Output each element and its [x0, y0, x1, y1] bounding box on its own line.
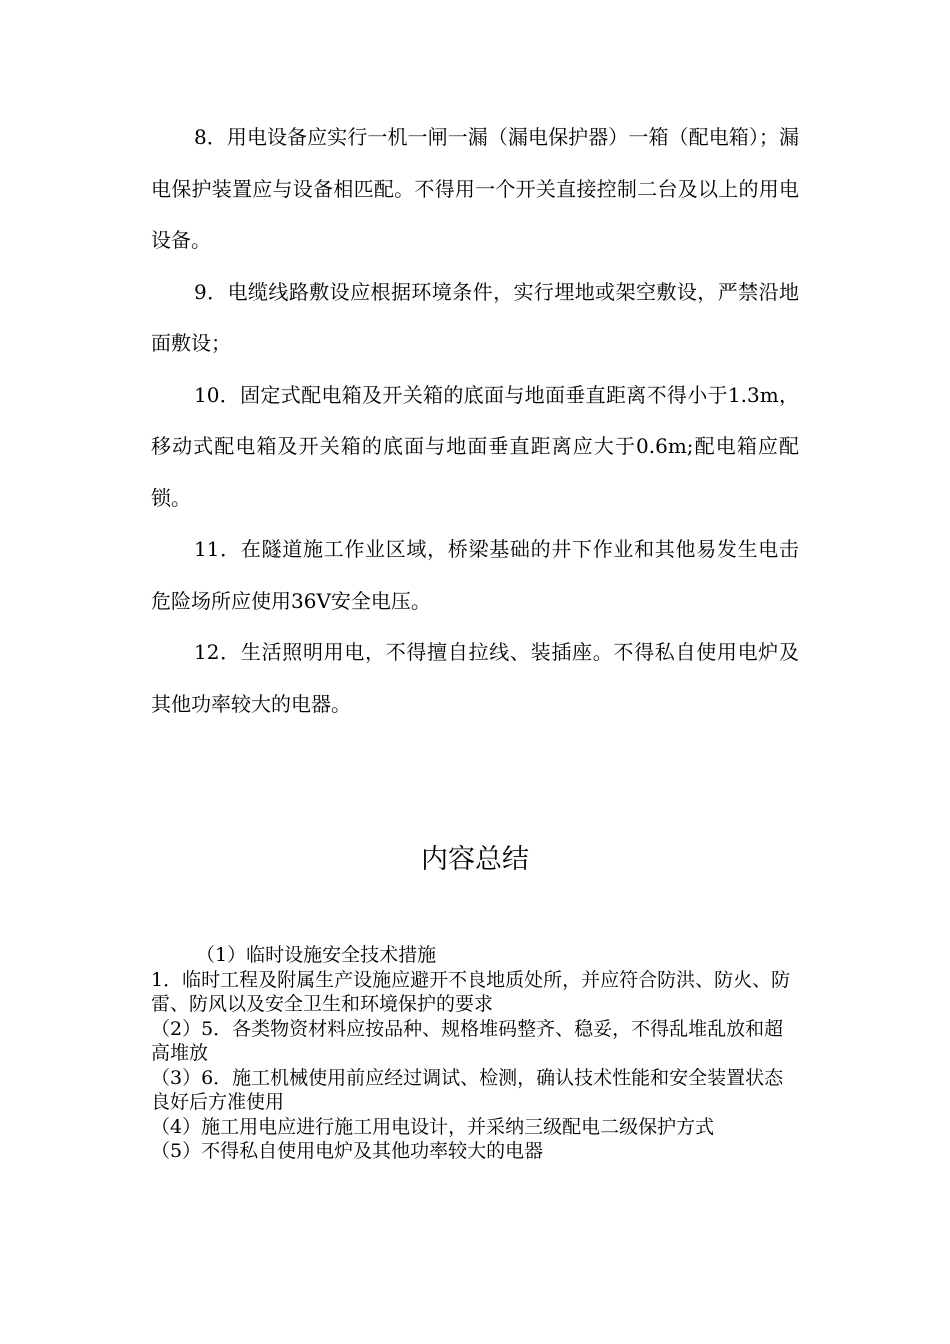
summary-line: （5）不得私自使用电炉及其他功率较大的电器 [151, 1140, 544, 1162]
paragraph-10: 10．固定式配电箱及开关箱的底面与地面垂直距离不得小于1.3m，移动式配电箱及开关箱的底面与地面垂直距离应大于0.6m;配电箱应配锁。 [151, 382, 799, 510]
body-text [151, 112, 799, 730]
summary-title: 内容总结 [421, 844, 529, 875]
paragraph-12: 12．生活照明用电，不得擅自拉线、装插座。不得私自使用电炉及其他功率较大的电器。 [151, 640, 799, 716]
summary-block [151, 943, 801, 1164]
summary-line: （3）6．施工机械使用前应经过调试、检测，确认技术性能和安全装置状态良好后方准使用 [151, 1066, 784, 1113]
summary-line: （4）施工用电应进行施工用电设计，并采纳三级配电二级保护方式 [151, 1115, 715, 1138]
paragraph-9: 9．电缆线路敷设应根据环境条件，实行埋地或架空敷设，严禁沿地面敷设； [151, 279, 799, 355]
summary-line: （2）5．各类物资材料应按品种、规格堆码整齐、稳妥，不得乱堆乱放和超高堆放 [151, 1017, 784, 1064]
summary-line: 1．临时工程及附属生产设施应避开不良地质处所，并应符合防洪、防火、防雷、防风以及安全卫生和环境保护的要求 [151, 968, 791, 1015]
summary-line: （1）临时设施安全技术措施 [196, 944, 437, 966]
paragraph-11: 11．在隧道施工作业区域，桥梁基础的井下作业和其他易发生电击危险场所应使用36V安全电压。 [151, 537, 799, 613]
paragraph-8: 8．用电设备应实行一机一闸一漏（漏电保护器）一箱（配电箱）；漏电保护装置应与设备相匹配。不得用一个开关直接控制二台及以上的用电设备。 [151, 125, 799, 252]
